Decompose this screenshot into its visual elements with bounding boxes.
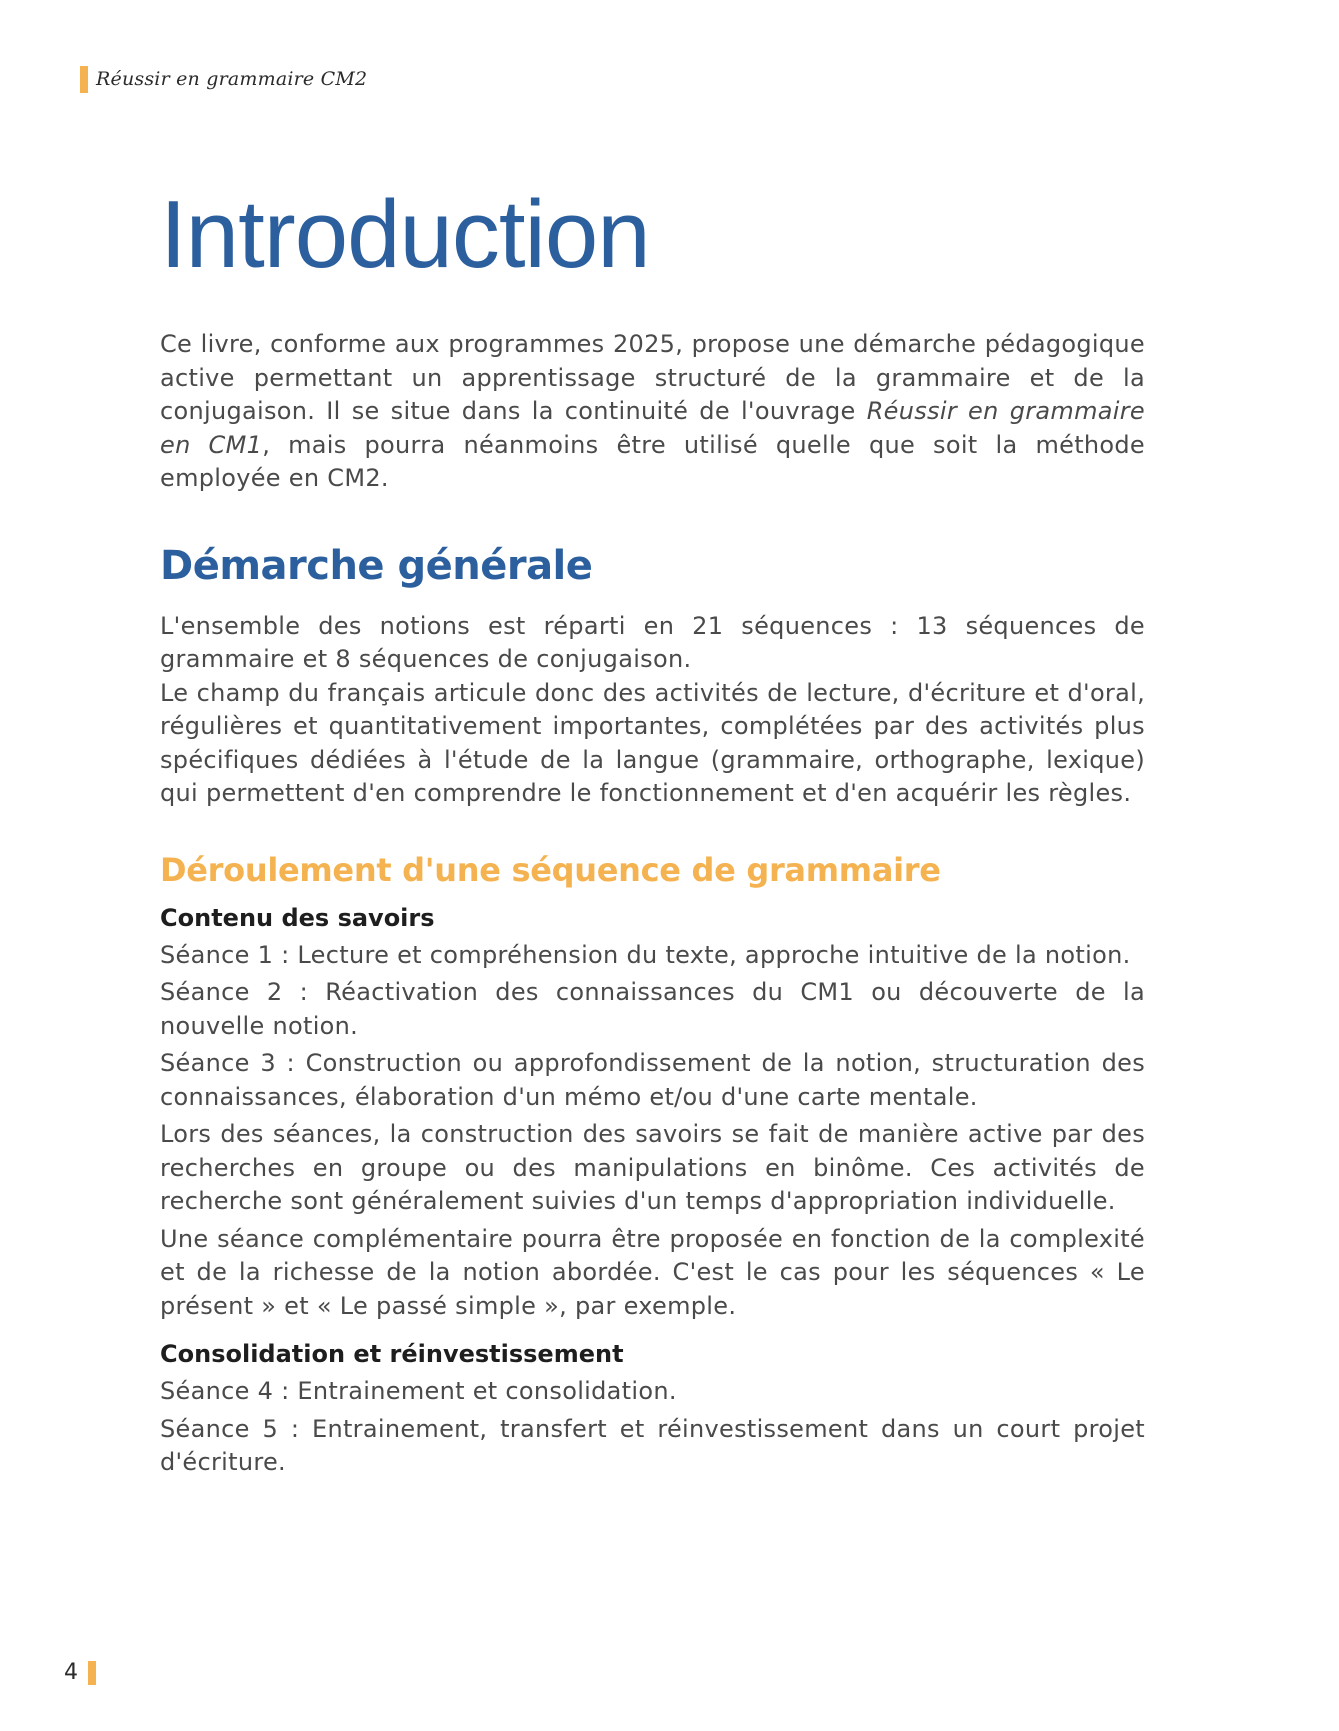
intro-paragraph bbox=[160, 328, 1145, 496]
footer-accent-bar bbox=[88, 1661, 96, 1685]
contenu-item: Séance 1 : Lecture et compréhension du texte, approche intuitive de la notion. bbox=[160, 940, 1131, 969]
section-paragraph: Le champ du français articule donc des activités de lecture, d'écriture et d'oral, régulières et quantitativement importantes, complétées par des activités plus spécifiques dédiées à l'étude de la langue (grammaire, orthographe, lexique) qui permettent d'en comprendre le fonctionnement et d'en acquérir les règles. bbox=[160, 678, 1145, 807]
header-accent-bar bbox=[80, 66, 88, 93]
main-content bbox=[160, 180, 1145, 1484]
contenu-item: Séance 3 : Construction ou approfondissement de la notion, structuration des connaissances, élaboration d'un mémo et/ou d'une carte mentale. bbox=[160, 1049, 1145, 1111]
contenu-item: Lors des séances, la construction des savoirs se fait de manière active par des recherches en groupe ou des manipulations en binôme. Ces activités de recherche sont généralement suivies d'un temps d'appropriation individuelle. bbox=[160, 1120, 1145, 1215]
section-body bbox=[160, 610, 1145, 811]
running-title: Réussir en grammaire CM2 bbox=[96, 68, 368, 90]
consolidation-item: Séance 4 : Entrainement et consolidation. bbox=[160, 1377, 677, 1405]
running-header bbox=[80, 64, 367, 94]
contenu-item: Une séance complémentaire pourra être proposée en fonction de la complexité et de la richesse de la notion abordée. C'est le cas pour les séquences « Le présent » et « Le passé simple », par exemple. bbox=[160, 1224, 1145, 1320]
page-footer bbox=[64, 1660, 96, 1685]
page-number: 4 bbox=[64, 1660, 78, 1685]
contenu-heading: Contenu des savoirs bbox=[160, 903, 435, 932]
consolidation-block bbox=[160, 1337, 1145, 1480]
contenu-block bbox=[160, 901, 1145, 1324]
intro-text-end: , mais pourra néanmoins être utilisé quelle que soit la méthode employée en CM2. bbox=[160, 430, 1145, 492]
intro-book-title: Réussir en grammaire en CM1 bbox=[160, 397, 1145, 459]
section-title: Démarche générale bbox=[160, 542, 593, 589]
contenu-item: Séance 2 : Réactivation des connaissances du CM1 ou découverte de la nouvelle notion. bbox=[160, 978, 1145, 1040]
subsection-title: Déroulement d'une séquence de grammaire bbox=[160, 850, 941, 889]
section-paragraph: L'ensemble des notions est réparti en 21 séquences : 13 séquences de grammaire et 8 séquences de conjugaison. bbox=[160, 611, 1145, 673]
intro-text-start: Ce livre, conforme aux programmes 2025, propose une démarche pédagogique active permettant un apprentissage structuré de la grammaire et de la conjugaison. Il se situe dans la continuité de l'ouvrage bbox=[160, 330, 1145, 425]
page-title: Introduction bbox=[160, 181, 650, 288]
consolidation-heading: Consolidation et réinvestissement bbox=[160, 1340, 624, 1368]
consolidation-item: Séance 5 : Entrainement, transfert et réinvestissement dans un court projet d'écriture. bbox=[160, 1414, 1145, 1476]
